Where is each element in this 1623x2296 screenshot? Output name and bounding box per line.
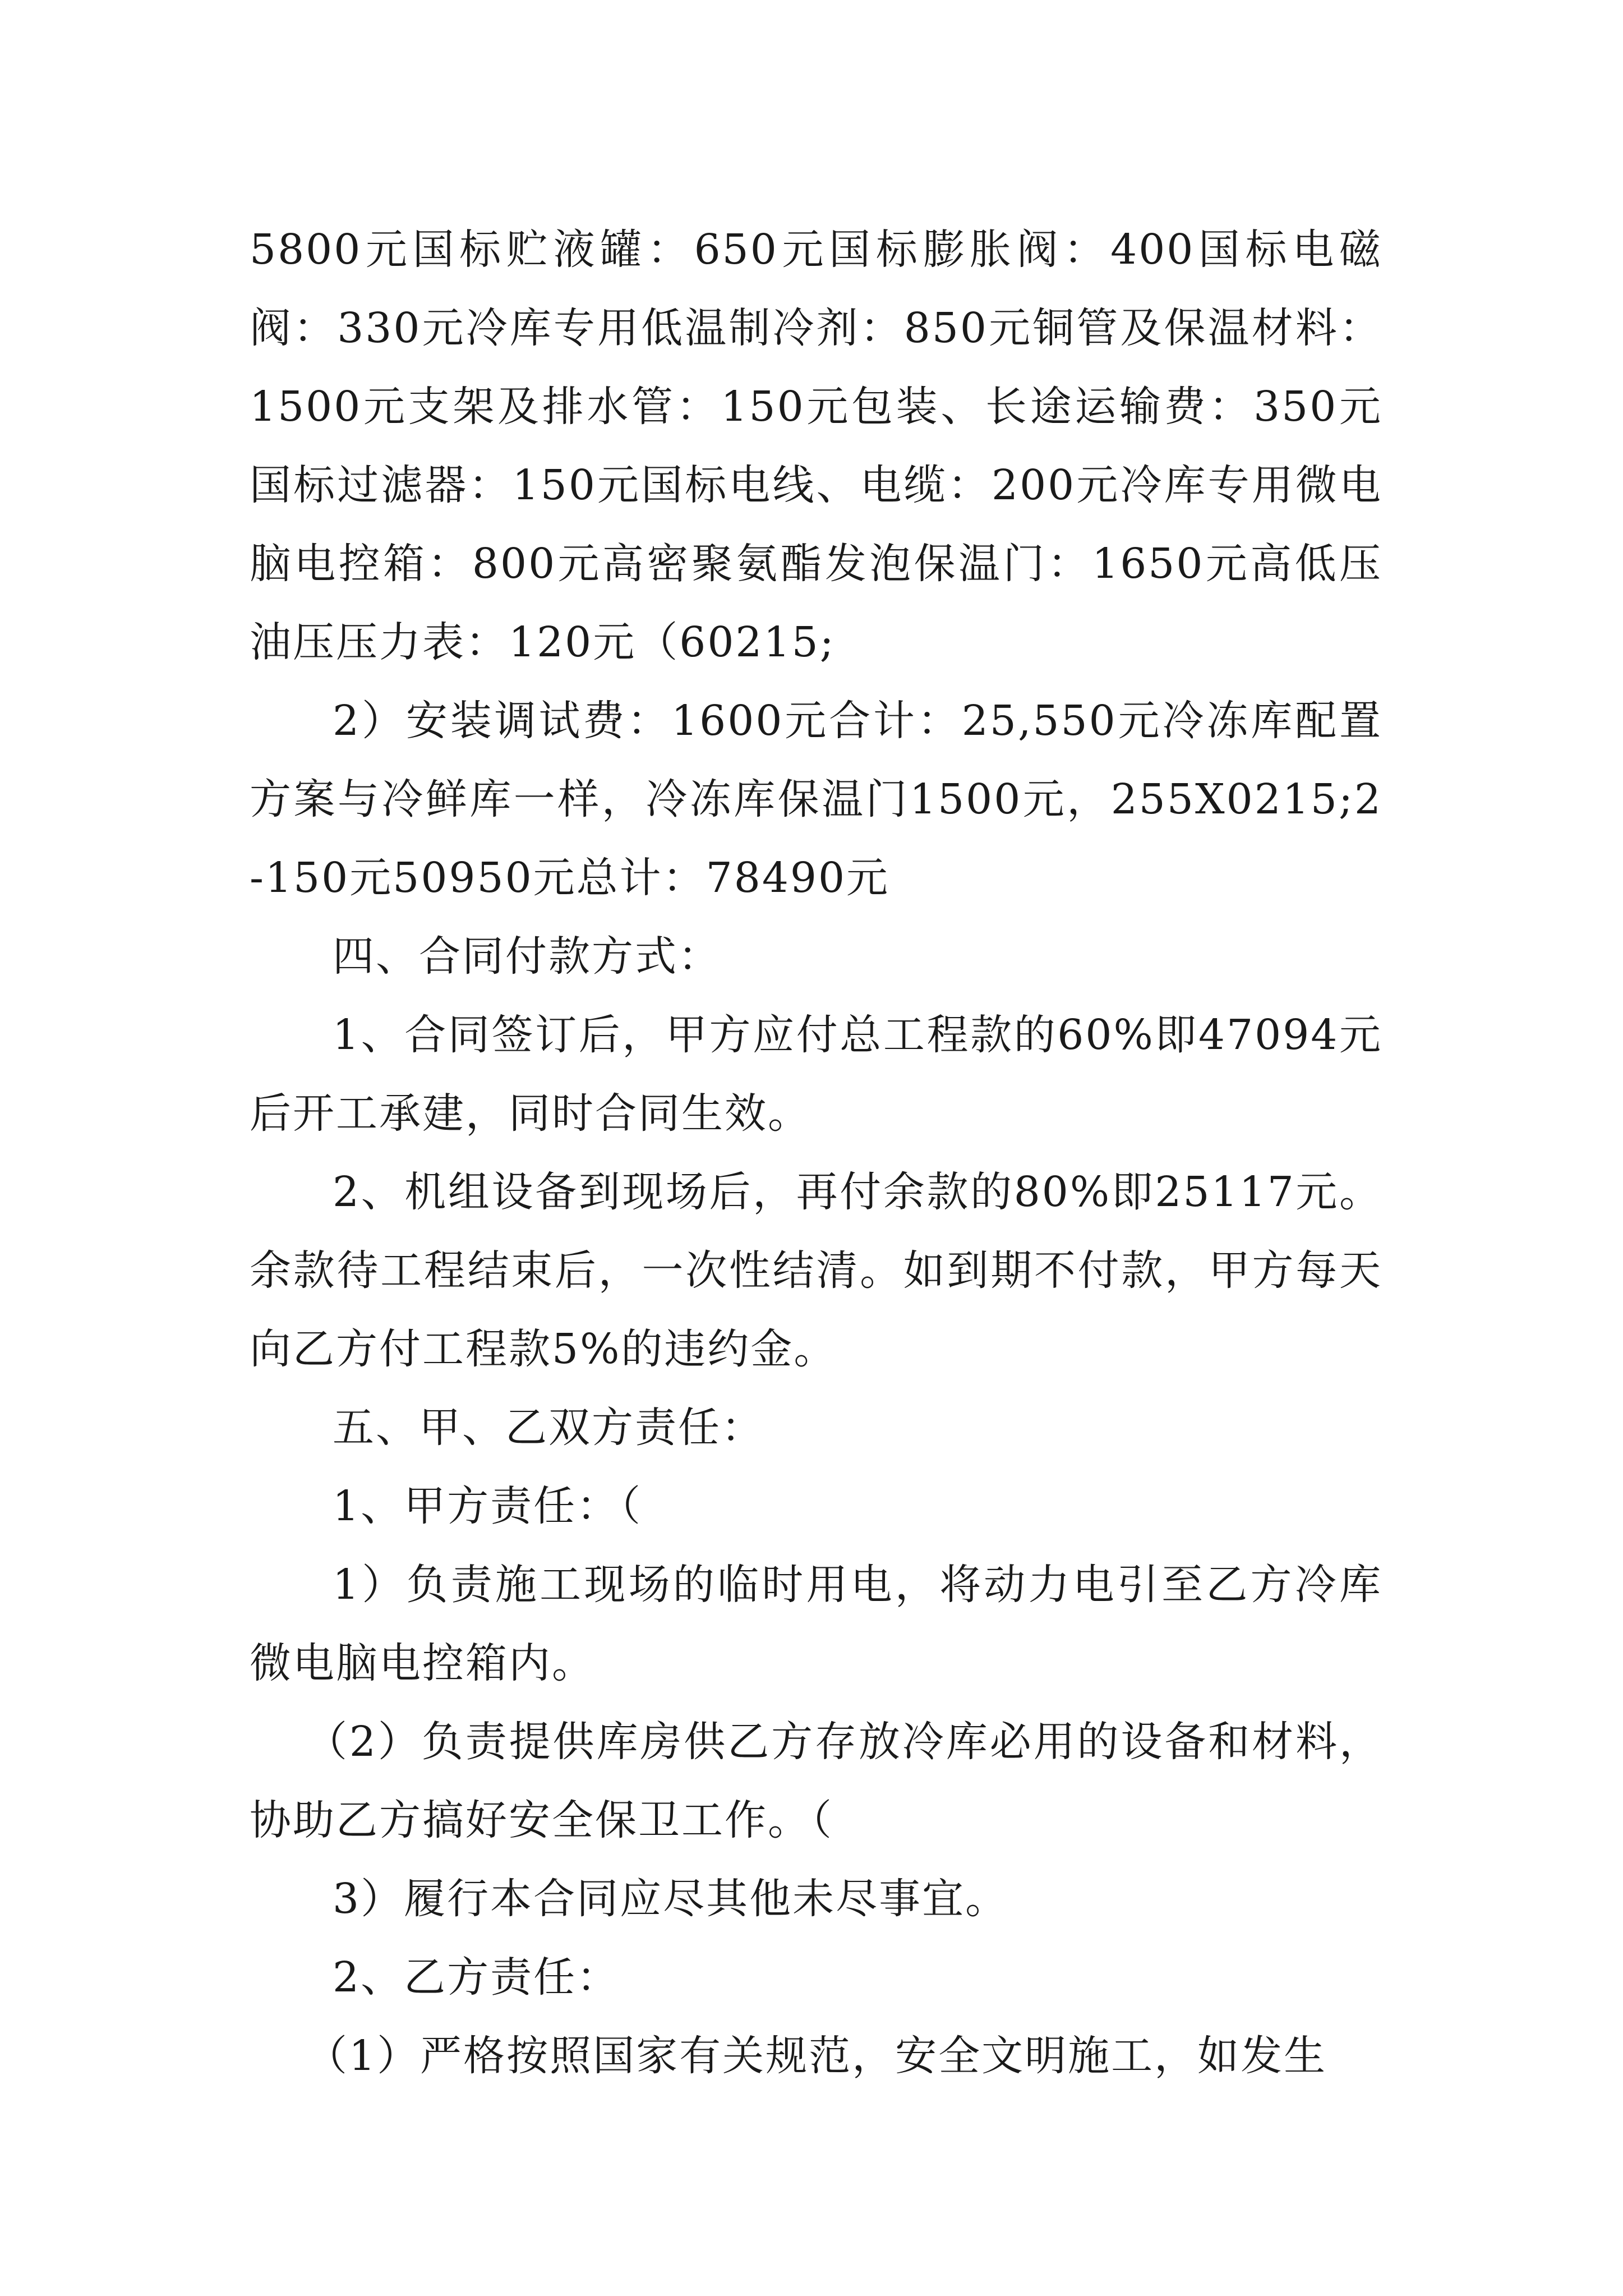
document-body [250, 210, 1382, 2095]
paragraph-party-a-item-2: （2）负责提供库房供乙方存放冷库必用的设备和材料，协助乙方搞好安全保卫工作。（ [250, 1718, 1382, 1844]
paragraph-party-a-item-3: 3）履行本合同应尽其他未尽事宜。 [333, 1875, 1009, 1923]
paragraph-payment-1: 1、合同签订后，甲方应付总工程款的60%即47094元后开工承建，同时合同生效。 [250, 1011, 1382, 1138]
heading-party-a-responsibility: 1、甲方责任：（ [333, 1482, 643, 1530]
heading-payment-method: 四、合同付款方式： [333, 932, 721, 981]
heading-party-b-responsibility: 2、乙方责任： [333, 1953, 620, 2001]
paragraph-party-a-item-1: 1）负责施工现场的临时用电，将动力电引至乙方冷库微电脑电控箱内。 [250, 1561, 1382, 1687]
paragraph-equipment-prices: 5800元国标贮液罐：650元国标膨胀阀：400国标电磁阀：330元冷库专用低温制冷剂：850元铜管及保温材料：1500元支架及排水管：150元包装、长途运输费：350元国标过滤器：150元国标电线、电缆：200元冷库专用微电脑电控箱：800元高密聚氨酯发泡保温门：1650元高低压油压压力表：120元（60215; [250, 226, 1382, 666]
paragraph-payment-2: 2、机组设备到现场后，再付余款的80%即25117元。余款待工程结束后，一次性结清。如到期不付款，甲方每天向乙方付工程款5%的违约金。 [250, 1168, 1382, 1373]
paragraph-party-b-item-1: （1）严格按照国家有关规范，安全文明施工，如发生 [306, 2032, 1327, 2080]
paragraph-installation-fee: 2）安装调试费：1600元合计：25,550元冷冻库配置方案与冷鲜库一样，冷冻库保温门1500元，255X0215;2-150元50950元总计：78490元 [250, 697, 1382, 902]
heading-responsibilities: 五、甲、乙双方责任： [333, 1404, 764, 1452]
